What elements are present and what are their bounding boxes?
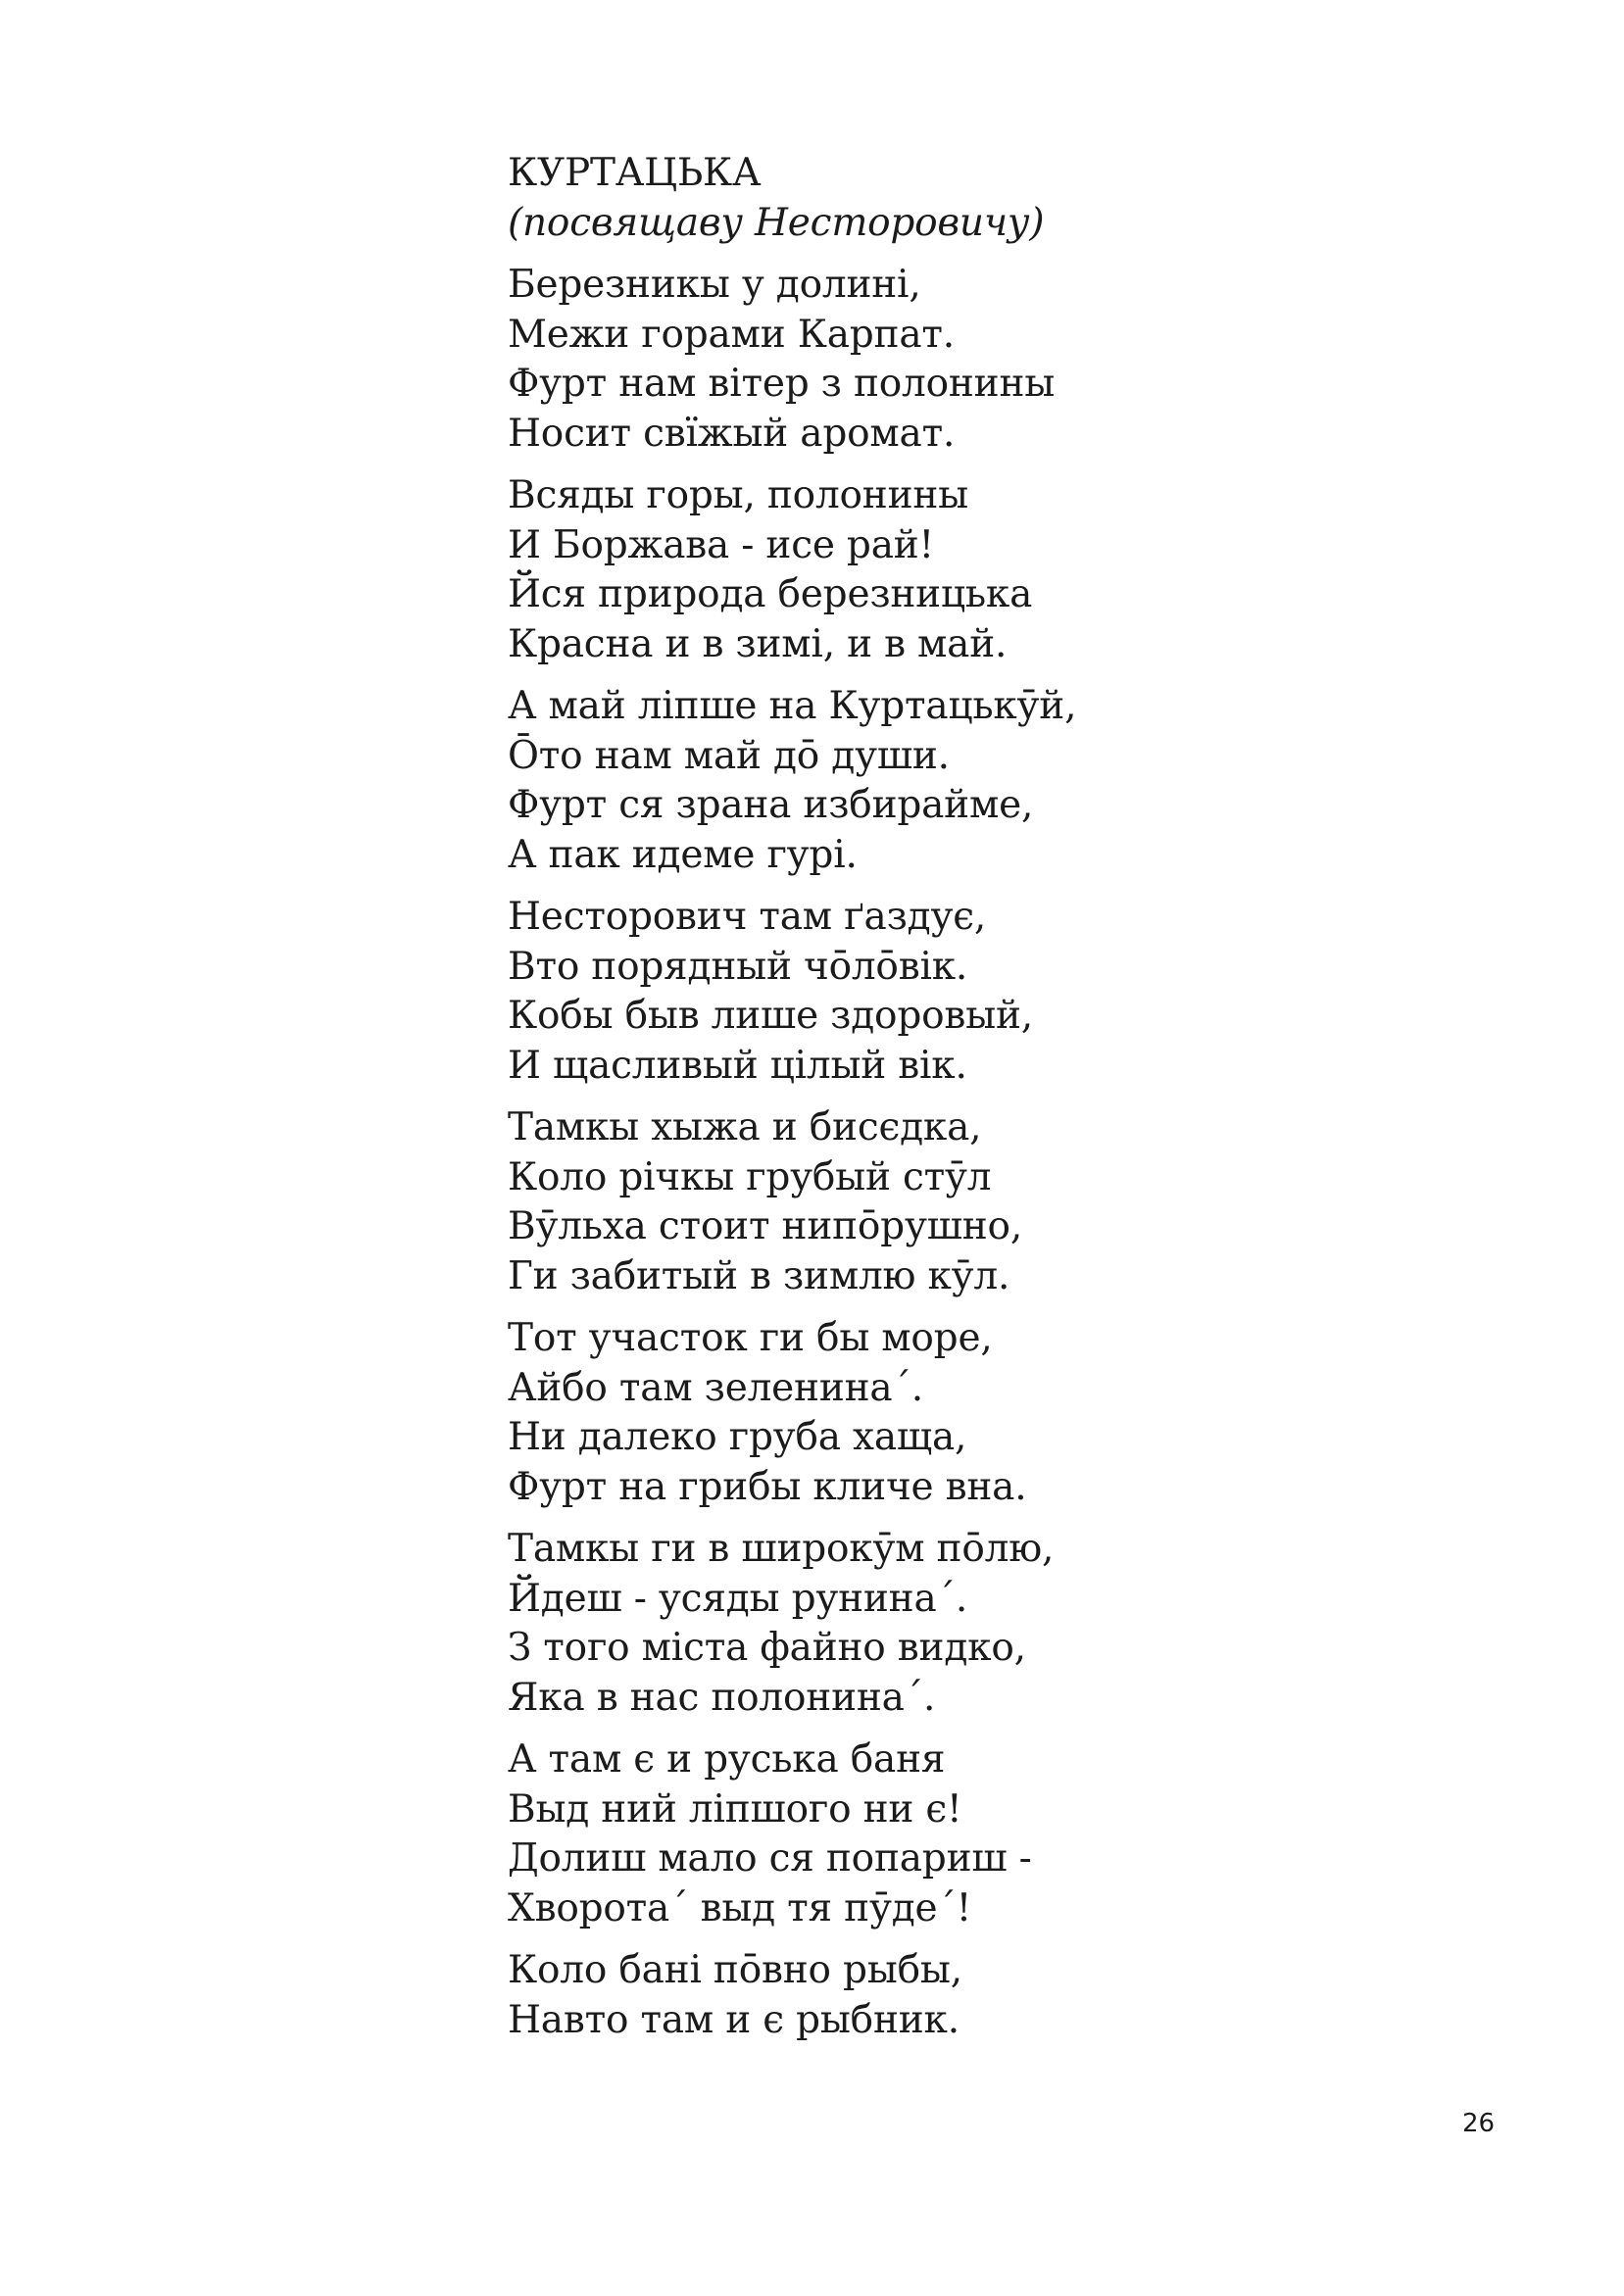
stanza: [508, 1314, 1488, 1512]
poem-line: Межи горами Карпат.: [508, 312, 955, 357]
poem-line: Кобы быв лише здоровый,: [508, 994, 1033, 1038]
poem-line: Тамкы хыжа и бисєдка,: [508, 1105, 982, 1149]
poem-line: Хворота´ выд тя пӯде´!: [508, 1885, 972, 1930]
poem-line: Навто там и є рыбник.: [508, 1997, 960, 2042]
poem-line: Фурт на грибы кличе вна.: [508, 1464, 1027, 1509]
poem-line: Красна и в зимі, и в май.: [508, 621, 1008, 666]
stanza: [508, 261, 1488, 459]
poem-line: Яка в нас полонина´.: [508, 1675, 936, 1720]
poem: [508, 149, 1488, 2058]
poem-line: А май ліпше на Куртацькӯй,: [508, 684, 1077, 728]
poem-line: Березникы у долині,: [508, 263, 921, 307]
poem-line: Коло річкы грубый стӯл: [508, 1154, 992, 1199]
poem-line: Носит свїжый аромат.: [508, 411, 956, 456]
poem-line: Йдеш - усяды рунина´.: [508, 1576, 968, 1621]
page-number: 26: [1462, 2109, 1496, 2138]
poem-line: Несторович там ґаздує,: [508, 895, 987, 939]
poem-line: И Боржава - исе рай!: [508, 522, 935, 567]
poem-line: Всяды горы, полонины: [508, 473, 969, 517]
stanza: [508, 471, 1488, 669]
poem-line: Вто порядный чōлōвік.: [508, 944, 968, 989]
stanza: [508, 1946, 1488, 2045]
poem-line: Ōто нам май дō души.: [508, 733, 950, 778]
poem-line: И щасливый цілый вік.: [508, 1043, 967, 1088]
poem-line: А там є и руська баня: [508, 1737, 946, 1782]
poem-line: Коло бані пōвно рыбы,: [508, 1948, 962, 1992]
poem-line: Йся природа березницька: [508, 572, 1033, 616]
poem-line: Ни далеко груба хаща,: [508, 1415, 967, 1459]
poem-body: [508, 261, 1488, 2045]
stanza: [508, 1525, 1488, 1723]
poem-line: Тамкы ги в широкӯм пōлю,: [508, 1527, 1055, 1571]
poem-line: А пак идеме гурі.: [508, 832, 858, 877]
poem-line: Фурт нам вітер з полонины: [508, 362, 1056, 406]
poem-line: З того міста файно видко,: [508, 1626, 1026, 1670]
poem-line: Вӯльха стоит нипōрушно,: [508, 1204, 1023, 1248]
poem-line: Долиш мало ся попариш -: [508, 1836, 1032, 1881]
poem-line: Айбо там зеленина´.: [508, 1365, 923, 1410]
stanza: [508, 1103, 1488, 1301]
poem-title: КУРТАЦЬКА: [508, 151, 762, 195]
stanza: [508, 1735, 1488, 1933]
poem-line: Выд ний ліпшого ни є!: [508, 1786, 962, 1832]
poem-line: Тот участок ги бы море,: [508, 1316, 993, 1360]
poem-line: Ги забитый в зимлю кӯл.: [508, 1253, 1010, 1298]
poem-dedication: (посвящаву Несторовичу): [508, 200, 1045, 245]
stanza: [508, 893, 1488, 1091]
stanza: [508, 682, 1488, 880]
poem-line: Фурт ся зрана избирайме,: [508, 783, 1034, 827]
